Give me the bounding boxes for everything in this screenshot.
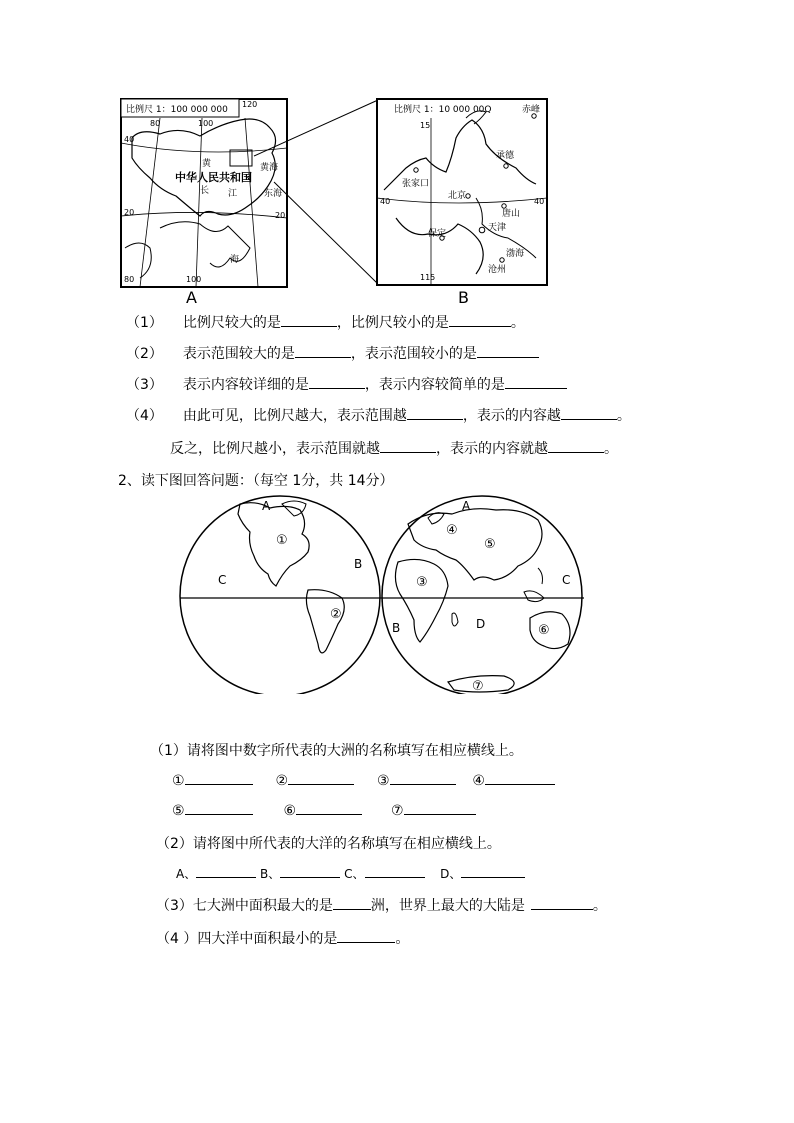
answer-blank[interactable] xyxy=(485,772,555,785)
answer-blank[interactable] xyxy=(337,930,395,943)
map-a-grid-100b: 100 xyxy=(186,275,202,284)
east-ocean-b: B xyxy=(392,621,401,635)
continent-4: ④ xyxy=(446,523,458,538)
svg-text:东海: 东海 xyxy=(264,189,283,199)
map-a-grid-80b: 80 xyxy=(124,275,135,284)
continent-row-2: ⑤ ⑥ ⑦ xyxy=(172,802,476,819)
answer-blank[interactable] xyxy=(407,407,463,420)
east-ocean-c: C xyxy=(562,573,571,587)
map-a-grid-40: 40 xyxy=(124,135,135,144)
west-ocean-c: C xyxy=(218,573,227,587)
ocean-row: A、 B、 C、 D、 xyxy=(176,865,525,882)
continent-row-1: ① ② ③ ④ xyxy=(172,772,555,789)
section-2-q3: （3）七大洲中面积最大的是 洲，世界上最大的大陆是 。 xyxy=(156,898,607,914)
continent-3: ③ xyxy=(416,575,428,590)
map-b-bohai: 渤海 xyxy=(506,249,525,259)
map-a-scale: 比例尺 1：100 000 000 xyxy=(126,105,228,115)
section-2-q1: （1）请将图中数字所代表的大洲的名称填写在相应横线上。 xyxy=(150,743,523,759)
svg-text:长: 长 xyxy=(200,186,210,196)
answer-blank[interactable] xyxy=(185,802,253,815)
svg-text:海: 海 xyxy=(230,255,240,265)
map-b-tangshan: 唐山 xyxy=(502,209,521,219)
answer-blank[interactable] xyxy=(461,865,525,878)
answer-blank[interactable] xyxy=(449,314,511,327)
map-b-chifeng: 赤峰 xyxy=(522,105,541,115)
question-3: （3） 表示内容较详细的是 ，表示内容较简单的是 xyxy=(126,374,567,394)
answer-blank[interactable] xyxy=(531,897,593,910)
answer-blank[interactable] xyxy=(477,345,539,358)
map-a-grid-20l: 20 xyxy=(124,208,135,217)
answer-blank[interactable] xyxy=(404,802,476,815)
map-b xyxy=(376,98,548,288)
continent-1: ① xyxy=(276,533,288,548)
answer-blank[interactable] xyxy=(196,865,256,878)
answer-blank[interactable] xyxy=(505,376,567,389)
map-b-scale: 比例尺 1：10 000 00Q xyxy=(394,105,492,115)
map-a-grid-80: 80 xyxy=(150,119,161,128)
map-a-country: 中华人民共和国 xyxy=(175,171,252,184)
map-b-cangzhou: 沧州 xyxy=(488,265,507,275)
map-b-tianjin: 天津 xyxy=(488,223,507,233)
west-ocean-b: B xyxy=(354,557,363,571)
answer-blank[interactable] xyxy=(185,772,253,785)
answer-blank[interactable] xyxy=(295,345,351,358)
map-b-beijing: 北京 xyxy=(448,191,467,201)
answer-blank[interactable] xyxy=(280,865,340,878)
map-b-chengde: 承德 xyxy=(496,151,515,161)
map-b-grid-40r: 40 xyxy=(534,197,545,206)
west-ocean-a: A xyxy=(262,499,271,513)
answer-blank[interactable] xyxy=(333,897,371,910)
continent-6: ⑥ xyxy=(538,623,550,638)
answer-blank[interactable] xyxy=(365,865,425,878)
answer-blank[interactable] xyxy=(390,772,456,785)
section-2-q2: （2）请将图中所代表的大洋的名称填写在相应横线上。 xyxy=(156,836,501,852)
section-2-q4: （4 ）四大洋中面积最小的是 。 xyxy=(156,931,410,947)
map-b-baoding: 保定 xyxy=(428,229,447,239)
question-4-continued: 反之，比例尺越小，表示范围就越 ，表示的内容就越 。 xyxy=(170,441,618,457)
question-4: （4） 由此可见，比例尺越大，表示范围越 ，表示的内容越 。 xyxy=(126,408,631,424)
map-connector xyxy=(250,98,382,288)
answer-blank[interactable] xyxy=(380,440,436,453)
question-1: （1） 比例尺较大的是 ，比例尺较小的是 。 xyxy=(126,315,525,331)
map-b-grid-15: 15 xyxy=(420,121,431,130)
map-b-label: B xyxy=(458,288,469,307)
section-2-heading: 2、读下图回答问题：（每空 1分，共 14分） xyxy=(118,473,394,489)
map-b-grid-40l: 40 xyxy=(380,197,391,206)
map-b-zhangjiakou: 张家口 xyxy=(402,179,430,189)
map-a-grid-20r: 20 xyxy=(275,211,286,220)
answer-blank[interactable] xyxy=(309,376,365,389)
continent-2: ② xyxy=(330,607,342,622)
east-ocean-a: A xyxy=(462,499,471,513)
map-a-label: A xyxy=(186,288,197,307)
map-b-grid-115: 115 xyxy=(420,273,436,282)
svg-text:黄: 黄 xyxy=(202,159,212,169)
map-a-grid-120: 120 xyxy=(242,100,258,109)
world-map xyxy=(178,494,592,694)
answer-blank[interactable] xyxy=(548,440,604,453)
answer-blank[interactable] xyxy=(281,314,337,327)
continent-5: ⑤ xyxy=(484,537,496,552)
answer-blank[interactable] xyxy=(288,772,354,785)
continent-7: ⑦ xyxy=(472,679,484,694)
question-2: （2） 表示范围较大的是 ，表示范围较小的是 xyxy=(126,343,539,363)
svg-text:黄海: 黄海 xyxy=(260,163,279,173)
svg-text:江: 江 xyxy=(228,189,238,199)
map-a-grid-100: 100 xyxy=(198,119,214,128)
answer-blank[interactable] xyxy=(561,407,617,420)
east-ocean-d: D xyxy=(476,617,486,631)
answer-blank[interactable] xyxy=(296,802,362,815)
